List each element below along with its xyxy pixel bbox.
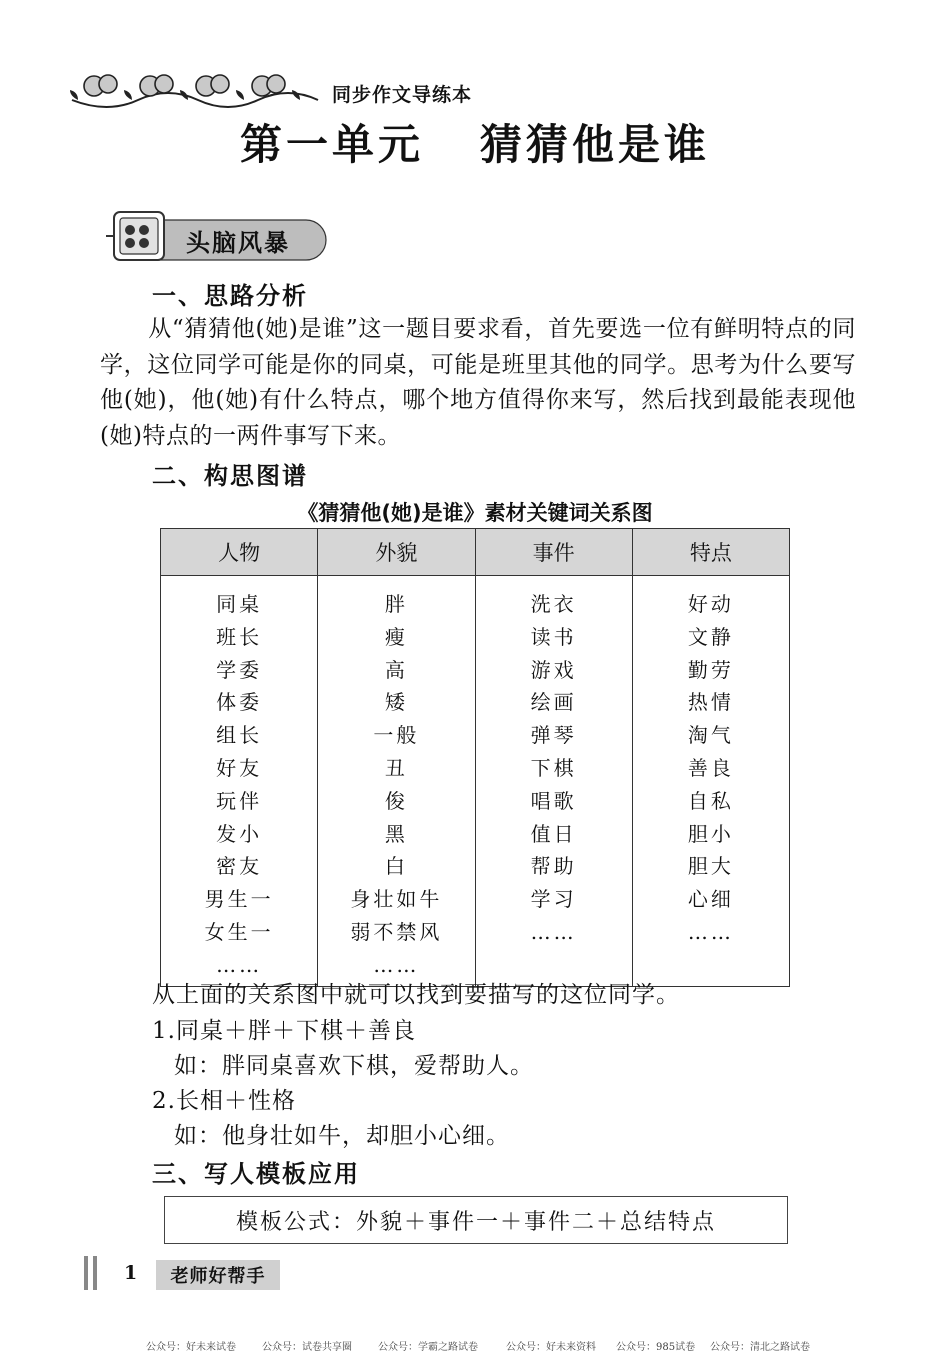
table-cell: 弱不禁风 — [350, 919, 443, 944]
table-column-event — [475, 576, 632, 987]
series-title: 同步作文导练本 — [332, 84, 473, 106]
table-cell: 值日 — [530, 821, 577, 846]
table-cell: 矮 — [384, 690, 408, 715]
table-cell: 绘画 — [530, 690, 577, 715]
table-cell: 男生一 — [204, 887, 274, 912]
unit-title — [0, 112, 950, 172]
table-cell: 学委 — [216, 657, 263, 682]
section-heading-template: 三、写人模板应用 — [152, 1160, 360, 1188]
table-cell: 心细 — [687, 887, 734, 912]
table-cell: 班长 — [216, 624, 263, 649]
section-heading-analysis: 一、思路分析 — [152, 282, 308, 310]
watermark-text: 公众号：985试卷 — [616, 1342, 696, 1353]
combo-example-2: 如：他身壮如牛，却胆小心细。 — [174, 1123, 510, 1149]
table-cell: 勤劳 — [687, 657, 734, 682]
table-header-cell: 事件 — [475, 529, 632, 576]
formula-text: 模板公式：外貌＋事件一＋事件二＋总结特点 — [235, 1209, 716, 1235]
table-cell: 读书 — [530, 624, 577, 649]
combo-item-2: 2.长相＋性格 — [152, 1088, 296, 1114]
table-cell: …… — [216, 952, 263, 977]
table-cell: 俊 — [384, 788, 408, 813]
table-cell: 文静 — [687, 624, 734, 649]
watermark-text: 公众号：学霸之路试卷 — [378, 1342, 478, 1353]
table-header-cell: 特点 — [632, 529, 789, 576]
table-cell: 洗衣 — [530, 592, 577, 616]
section-badge-label: 头脑风暴 — [186, 229, 290, 257]
table-cell: 下棋 — [530, 755, 577, 780]
table-header-cell: 外貌 — [318, 529, 475, 576]
watermark-text: 公众号：好未来试卷 — [146, 1342, 236, 1353]
table-cell: 淘气 — [687, 723, 734, 748]
watermark-text: 公众号：清北之路试卷 — [710, 1342, 810, 1353]
table-caption: 《猜猜他(她)是谁》素材关键词关系图 — [297, 501, 653, 525]
table-cell: 自私 — [687, 788, 734, 813]
table-column-person — [161, 576, 318, 987]
table-cell: …… — [687, 919, 734, 944]
combo-item-1: 1.同桌＋胖＋下棋＋善良 — [152, 1018, 416, 1044]
table-cell: 女生一 — [204, 919, 274, 944]
combo-example-1: 如：胖同桌喜欢下棋，爱帮助人。 — [174, 1053, 534, 1079]
table-cell: 丑 — [384, 755, 408, 780]
analysis-paragraph — [100, 312, 856, 454]
table-cell: …… — [373, 952, 420, 977]
table-cell: 高 — [384, 657, 408, 682]
table-cell: 体委 — [216, 690, 263, 715]
watermark-text: 公众号：试卷共享圈 — [262, 1342, 352, 1353]
table-cell: 发小 — [216, 821, 263, 846]
table-cell: 黑 — [384, 821, 408, 846]
unit-label: 第一单元 — [239, 120, 424, 169]
table-cell: …… — [530, 919, 577, 944]
table-cell: 白 — [384, 854, 408, 879]
table-cell: 帮助 — [530, 854, 577, 879]
table-cell: 好友 — [216, 755, 263, 780]
keyword-table — [160, 528, 790, 987]
table-cell: 密友 — [216, 854, 263, 879]
watermark-text: 公众号：好未来资料 — [506, 1342, 596, 1353]
table-cell: 胖 — [384, 592, 408, 616]
table-cell: 游戏 — [530, 657, 577, 682]
table-cell: 胆大 — [687, 854, 734, 879]
table-cell: 瘦 — [384, 624, 408, 649]
table-cell: 唱歌 — [530, 788, 577, 813]
table-cell: 学习 — [530, 887, 577, 912]
table-cell: 一般 — [373, 723, 420, 748]
table-header-cell: 人物 — [161, 529, 318, 576]
table-cell: 玩伴 — [216, 788, 263, 813]
unit-name: 猜猜他是谁 — [480, 120, 711, 169]
table-column-trait — [632, 576, 789, 987]
table-cell: 热情 — [687, 690, 734, 715]
table-cell: 组长 — [216, 723, 263, 748]
table-cell: 胆小 — [687, 821, 734, 846]
page-number: 1 — [124, 1262, 138, 1284]
footer-tag: 老师好帮手 — [156, 1260, 280, 1290]
table-column-appearance — [318, 576, 475, 987]
table-cell: 身壮如牛 — [350, 887, 443, 912]
table-conclusion: 从上面的关系图中就可以找到要描写的这位同学。 — [152, 982, 680, 1008]
table-cell: 善良 — [687, 755, 734, 780]
section-heading-map: 二、构思图谱 — [152, 462, 308, 490]
formula-box — [164, 1196, 788, 1244]
table-cell: 好动 — [687, 592, 734, 616]
analysis-text: 从“猜猜他(她)是谁”这一题目要求看，首先要选一位有鲜明特点的同学，这位同学可能是你的同桌，可能是班里其他的同学。思考为什么要写他(她)，他(她)有什么特点，哪个地方值得你来写，然后找到最能表现他(她)特点的一两件事写下来。 — [100, 316, 856, 449]
table-cell: 弹琴 — [530, 723, 577, 748]
table-cell: 同桌 — [216, 592, 263, 616]
